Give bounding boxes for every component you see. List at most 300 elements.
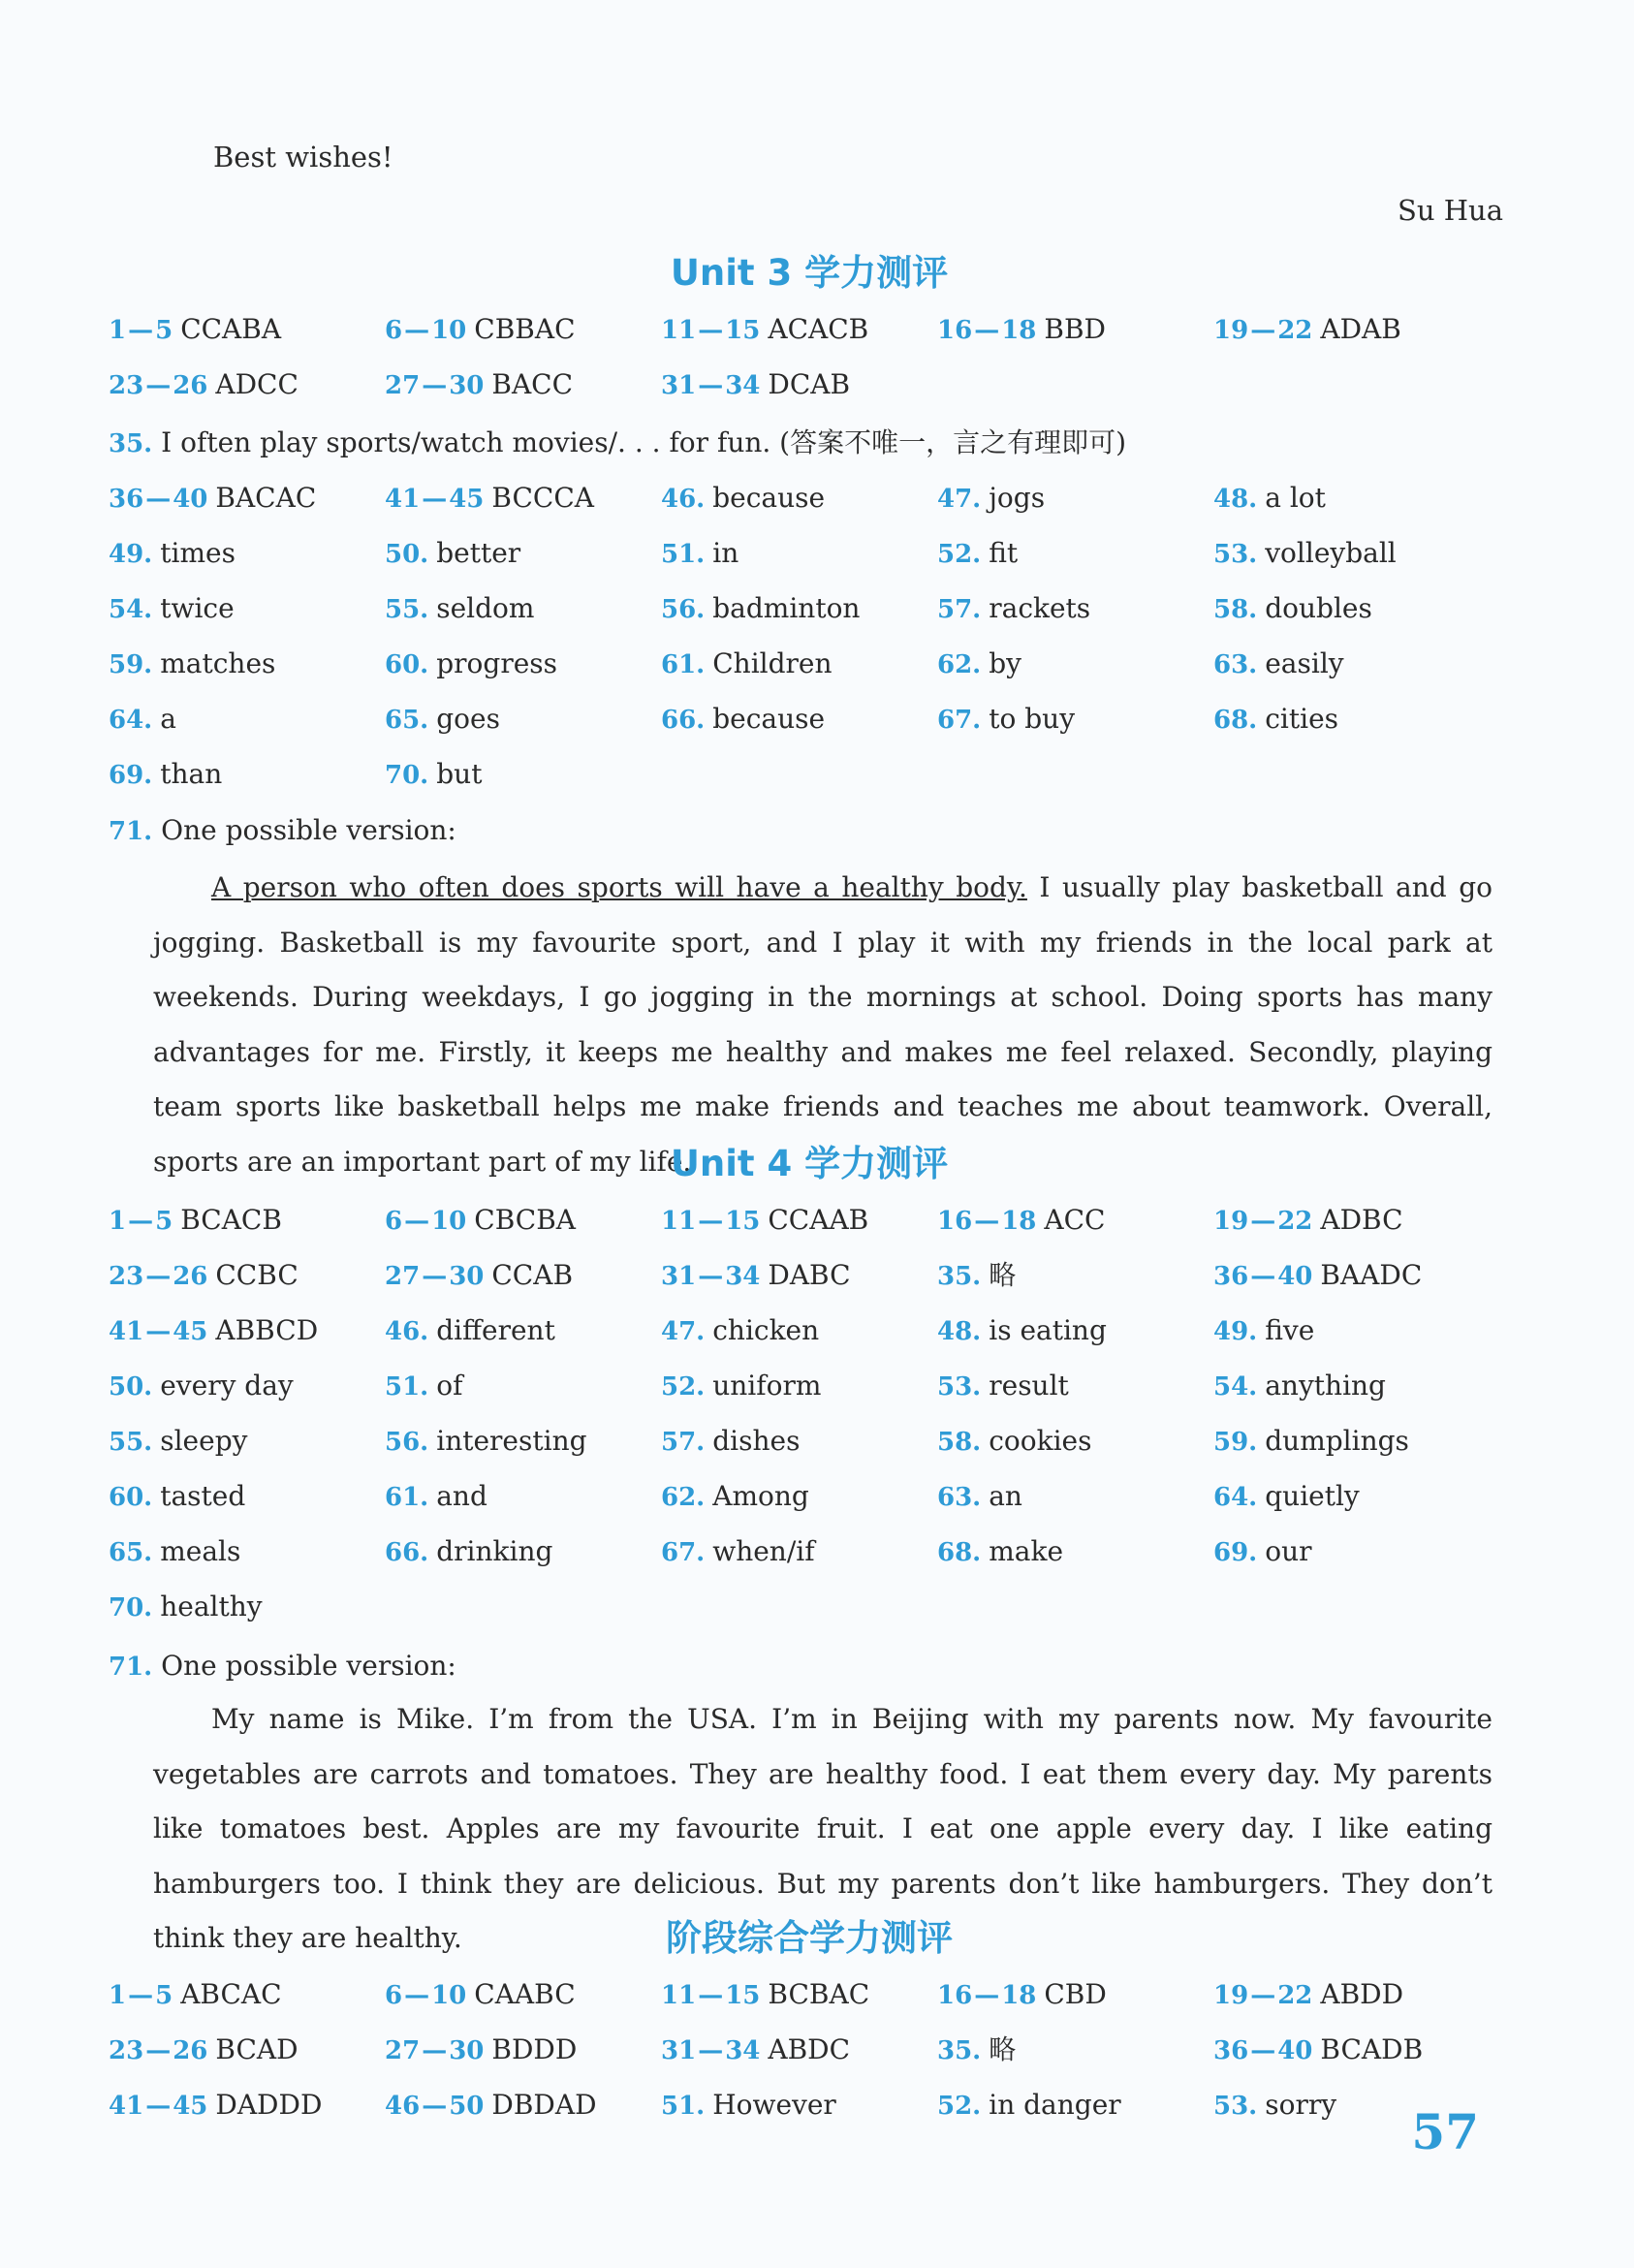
question-number: 54. — [109, 595, 153, 624]
question-number-end: 40 — [173, 485, 208, 514]
question-number-end: 45 — [173, 2092, 208, 2121]
range-dash: — — [422, 1262, 448, 1291]
answer-item — [385, 2077, 661, 2132]
unit4-q71 — [109, 1638, 456, 1693]
answer-text: CCABA — [180, 313, 282, 345]
question-number: 6 — [385, 1981, 403, 2010]
answer-text: to buy — [989, 703, 1076, 735]
question-number: 19 — [1213, 1207, 1249, 1236]
answer-text: easily — [1265, 647, 1344, 679]
q71-number: 71. — [109, 817, 153, 846]
answer-text: in danger — [989, 2089, 1121, 2121]
question-number: 16 — [937, 316, 973, 345]
answer-item — [661, 2022, 937, 2077]
question-number: 61. — [661, 650, 706, 679]
answer-text: of — [436, 1370, 463, 1402]
answer-text: ACACB — [768, 313, 869, 345]
answer-text: cities — [1265, 703, 1339, 735]
answer-item — [1213, 1303, 1490, 1358]
question-number: 41 — [109, 2092, 144, 2121]
answer-text: volleyball — [1265, 537, 1397, 569]
question-number: 69. — [109, 761, 153, 790]
answer-text: DBDAD — [491, 2089, 597, 2121]
answer-text: BCCCA — [491, 482, 594, 514]
essay-body: I usually play basketball and go jogging. Basketball is my favourite sport, and I play it with my friends in the local park at weekends. During weekdays, I go jogging in the mornings at school. Doing sports has many advantages for me. Firstly, it keeps me healthy and makes me feel relaxed. Secondly, playing team sports like basketball helps me make friends and teaches me about teamwork. Overall, sports are an important part of my life. — [153, 871, 1493, 1178]
answer-item — [661, 2077, 937, 2132]
answer-item — [661, 1192, 937, 1247]
stage-title: 阶段综合学力测评 — [666, 1917, 953, 1959]
answer-item — [1213, 470, 1490, 525]
question-number-end: 26 — [173, 371, 208, 400]
question-number-end: 34 — [725, 2036, 761, 2065]
answer-item — [385, 1303, 661, 1358]
answer-item — [109, 746, 385, 802]
answer-item — [937, 1358, 1213, 1413]
range-dash: — — [145, 485, 172, 514]
question-number: 68. — [937, 1538, 982, 1567]
answer-text: cookies — [989, 1425, 1092, 1457]
q35-number: 35. — [109, 429, 153, 458]
range-dash: — — [1250, 1981, 1276, 2010]
unit3-section — [0, 245, 1634, 412]
answer-text: fit — [989, 537, 1019, 569]
question-number: 16 — [937, 1981, 973, 2010]
answer-text: CBD — [1044, 1978, 1107, 2010]
answer-text: result — [989, 1370, 1069, 1402]
question-number: 51. — [661, 540, 706, 569]
question-number: 55. — [385, 595, 429, 624]
answer-text: BBD — [1044, 313, 1106, 345]
question-number: 6 — [385, 316, 403, 345]
range-dash: — — [422, 2092, 448, 2121]
range-dash: — — [698, 316, 724, 345]
question-number: 35. — [937, 1262, 982, 1291]
letter-closing: Best wishes! — [213, 141, 393, 173]
answer-item — [1213, 1967, 1490, 2022]
range-dash: — — [974, 1981, 1000, 2010]
answer-item — [661, 357, 937, 412]
question-number: 69. — [1213, 1538, 1258, 1567]
unit3-answer-grid — [109, 301, 1504, 412]
question-number: 48. — [1213, 485, 1258, 514]
answer-text: ADCC — [215, 368, 299, 400]
answer-text: because — [712, 482, 826, 514]
question-number: 56. — [385, 1428, 429, 1457]
question-number: 36 — [1213, 2036, 1249, 2065]
answer-text: CCAB — [491, 1259, 574, 1291]
question-number: 70. — [109, 1593, 153, 1622]
answer-item — [937, 2077, 1213, 2132]
answer-text: BCBAC — [768, 1978, 870, 2010]
answer-text: sleepy — [160, 1425, 248, 1457]
question-number: 51. — [661, 2092, 706, 2121]
range-dash: — — [145, 2036, 172, 2065]
question-number: 31 — [661, 2036, 697, 2065]
range-dash: — — [1250, 2036, 1276, 2065]
answer-item — [385, 1468, 661, 1524]
answer-item — [109, 525, 385, 581]
answer-text: DCAB — [768, 368, 851, 400]
letter-signature: Su Hua — [1397, 194, 1503, 227]
question-number: 67. — [661, 1538, 706, 1567]
answer-item — [661, 470, 937, 525]
question-number: 11 — [661, 1981, 697, 2010]
question-number: 49. — [109, 540, 153, 569]
answer-text: a — [160, 703, 176, 735]
answer-item — [937, 301, 1213, 357]
answer-text: CBCBA — [474, 1204, 577, 1236]
range-dash: — — [145, 371, 172, 400]
answer-item — [937, 525, 1213, 581]
question-number: 64. — [1213, 1483, 1258, 1512]
answer-text: times — [160, 537, 236, 569]
question-number-end: 30 — [449, 1262, 485, 1291]
question-number: 66. — [661, 706, 706, 735]
answer-item — [385, 1358, 661, 1413]
answer-item — [937, 1413, 1213, 1468]
answer-text: DADDD — [215, 2089, 323, 2121]
answer-item — [937, 581, 1213, 636]
question-number-end: 15 — [725, 1207, 761, 1236]
question-number: 51. — [385, 1372, 429, 1402]
answer-item — [109, 301, 385, 357]
answer-item — [937, 1524, 1213, 1579]
answer-item — [661, 1524, 937, 1579]
question-number: 27 — [385, 2036, 421, 2065]
question-number: 65. — [385, 706, 429, 735]
answer-item — [385, 525, 661, 581]
answer-item — [937, 1468, 1213, 1524]
answer-item — [1213, 581, 1490, 636]
answer-text: BCACB — [180, 1204, 282, 1236]
answer-item — [385, 1413, 661, 1468]
question-number: 64. — [109, 706, 153, 735]
answer-text: in — [712, 537, 739, 569]
answer-item — [385, 1192, 661, 1247]
answer-item — [1213, 691, 1490, 746]
answer-item — [661, 1358, 937, 1413]
answer-item — [661, 1413, 937, 1468]
question-number: 63. — [1213, 650, 1258, 679]
range-dash: — — [974, 1207, 1000, 1236]
question-number-end: 15 — [725, 1981, 761, 2010]
question-number: 54. — [1213, 1372, 1258, 1402]
unit3-q35 — [109, 415, 1126, 470]
question-number: 6 — [385, 1207, 403, 1236]
question-number: 49. — [1213, 1317, 1258, 1346]
answer-item — [1213, 1358, 1490, 1413]
question-number: 67. — [937, 706, 982, 735]
answer-text: BCADB — [1320, 2033, 1424, 2065]
answer-item — [661, 691, 937, 746]
question-number-end: 5 — [155, 1207, 173, 1236]
answer-text: than — [160, 758, 223, 790]
answer-text: dishes — [712, 1425, 801, 1457]
question-number: 60. — [385, 650, 429, 679]
question-number-end: 45 — [449, 485, 485, 514]
answer-text: However — [712, 2089, 836, 2121]
answer-item — [109, 2022, 385, 2077]
answer-item — [109, 1468, 385, 1524]
answer-item — [937, 1967, 1213, 2022]
answer-item — [385, 470, 661, 525]
answer-text: and — [436, 1480, 487, 1512]
question-number: 55. — [109, 1428, 153, 1457]
answer-item — [385, 1247, 661, 1303]
answer-item — [661, 1967, 937, 2022]
answer-item — [661, 581, 937, 636]
question-number: 16 — [937, 1207, 973, 1236]
question-number: 1 — [109, 1981, 127, 2010]
range-dash: — — [422, 2036, 448, 2065]
answer-item — [661, 1247, 937, 1303]
answer-text: healthy — [160, 1591, 263, 1622]
answer-text: ABDC — [768, 2033, 851, 2065]
answer-item — [661, 301, 937, 357]
answer-text: seldom — [436, 592, 535, 624]
question-number: 27 — [385, 371, 421, 400]
range-dash: — — [698, 371, 724, 400]
question-number: 70. — [385, 761, 429, 790]
answer-text: chicken — [712, 1314, 820, 1346]
question-number-end: 18 — [1001, 316, 1037, 345]
question-number: 46. — [661, 485, 706, 514]
question-number-end: 40 — [1277, 1262, 1313, 1291]
question-number: 41 — [109, 1317, 144, 1346]
answer-item — [109, 636, 385, 691]
question-number: 23 — [109, 1262, 144, 1291]
range-dash: — — [698, 1262, 724, 1291]
answer-text: ABCAC — [180, 1978, 282, 2010]
question-number-end: 40 — [1277, 2036, 1313, 2065]
question-number-end: 10 — [431, 316, 467, 345]
question-number: 11 — [661, 316, 697, 345]
range-dash: — — [128, 1981, 154, 2010]
answer-text: BACC — [491, 368, 574, 400]
question-number: 41 — [385, 485, 421, 514]
answer-item — [937, 691, 1213, 746]
answer-item — [385, 1524, 661, 1579]
answer-text: BDDD — [491, 2033, 578, 2065]
question-number-end: 34 — [725, 1262, 761, 1291]
answer-text: because — [712, 703, 826, 735]
answer-item — [1213, 636, 1490, 691]
answer-text: CCBC — [215, 1259, 299, 1291]
unit3-answer-grid-2 — [109, 470, 1504, 802]
question-number-end: 34 — [725, 371, 761, 400]
answer-text: progress — [436, 647, 558, 679]
question-number: 36 — [109, 485, 144, 514]
question-number-end: 10 — [431, 1207, 467, 1236]
unit3-title: Unit 3 学力测评 — [670, 252, 949, 294]
question-number-end: 45 — [173, 1317, 208, 1346]
question-number: 23 — [109, 371, 144, 400]
answer-text: when/if — [712, 1535, 815, 1567]
question-number: 62. — [937, 650, 982, 679]
answer-item — [109, 691, 385, 746]
answer-text: uniform — [712, 1370, 822, 1402]
answer-item — [109, 1413, 385, 1468]
question-number: 52. — [937, 2092, 982, 2121]
answer-text: anything — [1265, 1370, 1386, 1402]
answer-item — [661, 1468, 937, 1524]
answer-text: dumplings — [1265, 1425, 1409, 1457]
answer-text: CAABC — [474, 1978, 576, 2010]
answer-text: jogs — [989, 482, 1046, 514]
answer-text: meals — [160, 1535, 241, 1567]
question-number-end: 26 — [173, 1262, 208, 1291]
question-number: 35. — [937, 2036, 982, 2065]
range-dash: — — [128, 1207, 154, 1236]
answer-item — [661, 636, 937, 691]
question-number-end: 5 — [155, 1981, 173, 2010]
answer-text: drinking — [436, 1535, 553, 1567]
question-number: 19 — [1213, 316, 1249, 345]
answer-item — [385, 1967, 661, 2022]
answer-item — [661, 1303, 937, 1358]
question-number: 1 — [109, 1207, 127, 1236]
range-dash: — — [404, 1207, 430, 1236]
stage-section — [0, 1910, 1634, 2132]
question-number-end: 15 — [725, 316, 761, 345]
question-number: 63. — [937, 1483, 982, 1512]
answer-text: sorry — [1265, 2089, 1337, 2121]
question-number: 52. — [937, 540, 982, 569]
answer-text: BCAD — [215, 2033, 299, 2065]
answer-text: doubles — [1265, 592, 1372, 624]
answer-item — [937, 1303, 1213, 1358]
answer-item — [385, 2022, 661, 2077]
answer-text: rackets — [989, 592, 1091, 624]
answer-item — [937, 470, 1213, 525]
question-number: 19 — [1213, 1981, 1249, 2010]
question-number-end: 5 — [155, 316, 173, 345]
question-number: 52. — [661, 1372, 706, 1402]
question-number: 11 — [661, 1207, 697, 1236]
answer-item — [937, 1192, 1213, 1247]
question-number-end: 26 — [173, 2036, 208, 2065]
answer-text: matches — [160, 647, 276, 679]
answer-text: DABC — [768, 1259, 851, 1291]
answer-item — [385, 636, 661, 691]
q35-answer: I often play sports/watch movies/. . . for fun. (答案不唯一，言之有理即可) — [161, 426, 1127, 458]
answer-text: better — [436, 537, 521, 569]
question-number: 1 — [109, 316, 127, 345]
q71-label: One possible version: — [161, 814, 456, 846]
answer-text: five — [1265, 1314, 1315, 1346]
question-number: 53. — [1213, 540, 1258, 569]
range-dash: — — [974, 316, 1000, 345]
answer-item — [109, 1524, 385, 1579]
page-number: 57 — [1411, 2103, 1479, 2160]
question-number: 50. — [385, 540, 429, 569]
answer-item — [109, 2077, 385, 2132]
range-dash: — — [422, 371, 448, 400]
range-dash: — — [1250, 316, 1276, 345]
answer-text: tasted — [160, 1480, 246, 1512]
answer-item — [109, 1358, 385, 1413]
range-dash: — — [698, 2036, 724, 2065]
answer-item — [1213, 1192, 1490, 1247]
answer-text: is eating — [989, 1314, 1107, 1346]
question-number: 57. — [937, 595, 982, 624]
answer-item — [1213, 1413, 1490, 1468]
answer-text: but — [436, 758, 483, 790]
question-number-end: 50 — [449, 2092, 485, 2121]
range-dash: — — [698, 1981, 724, 2010]
range-dash: — — [145, 2092, 172, 2121]
answer-item — [109, 1192, 385, 1247]
answer-text: twice — [160, 592, 235, 624]
answer-text: every day — [160, 1370, 294, 1402]
question-number: 61. — [385, 1483, 429, 1512]
answer-text: ABBCD — [215, 1314, 319, 1346]
range-dash: — — [404, 316, 430, 345]
answer-item — [385, 357, 661, 412]
answer-text: CCAAB — [768, 1204, 869, 1236]
range-dash: — — [404, 1981, 430, 2010]
answer-text: quietly — [1265, 1480, 1360, 1512]
range-dash: — — [145, 1262, 172, 1291]
answer-item — [385, 581, 661, 636]
answer-text: ACC — [1044, 1204, 1106, 1236]
answer-item — [109, 470, 385, 525]
answer-text: 略 — [989, 1259, 1017, 1291]
answer-item — [937, 2022, 1213, 2077]
stage-answer-grid — [109, 1967, 1504, 2132]
answer-text: badminton — [712, 592, 861, 624]
question-number: 47. — [937, 485, 982, 514]
answer-item — [937, 1247, 1213, 1303]
unit4-answer-grid — [109, 1192, 1504, 1634]
answer-text: Among — [712, 1480, 809, 1512]
answer-item — [109, 1247, 385, 1303]
answer-text: interesting — [436, 1425, 587, 1457]
answer-text: an — [989, 1480, 1022, 1512]
question-number-end: 30 — [449, 371, 485, 400]
question-number: 62. — [661, 1483, 706, 1512]
question-number: 56. — [661, 595, 706, 624]
answer-text: our — [1265, 1535, 1312, 1567]
answer-text: ADAB — [1320, 313, 1401, 345]
question-number: 47. — [661, 1317, 706, 1346]
question-number: 23 — [109, 2036, 144, 2065]
answer-text: CBBAC — [474, 313, 576, 345]
answer-item — [109, 581, 385, 636]
answer-item — [661, 525, 937, 581]
question-number: 31 — [661, 1262, 697, 1291]
answer-text: by — [989, 647, 1021, 679]
question-number: 53. — [937, 1372, 982, 1402]
q71-number: 71. — [109, 1653, 153, 1682]
range-dash: — — [128, 316, 154, 345]
unit3-q71 — [109, 803, 456, 858]
answer-item — [109, 1579, 385, 1634]
range-dash: — — [422, 485, 448, 514]
answer-item — [385, 691, 661, 746]
unit4-essay: My name is Mike. I’m from the USA. I’m in Beijing with my parents now. My favourite vegetables are carrots and tomatoes. They are healthy food. I eat them every day. My parents like tomatoes best. Apples are my favourite fruit. I eat one apple every day. I like eating hamburgers too. I think they are delicious. But my parents don’t like hamburgers. They don’t think they are healthy. — [153, 1703, 1493, 1954]
answer-text: BACAC — [215, 482, 317, 514]
answer-text: a lot — [1265, 482, 1326, 514]
question-number: 36 — [1213, 1262, 1249, 1291]
question-number-end: 22 — [1277, 1981, 1313, 2010]
essay-topic-sentence: A person who often does sports will have a healthy body. — [211, 871, 1027, 903]
question-number-end: 10 — [431, 1981, 467, 2010]
question-number: 50. — [109, 1372, 153, 1402]
question-number-end: 18 — [1001, 1207, 1037, 1236]
answer-text: different — [436, 1314, 555, 1346]
question-number: 46 — [385, 2092, 421, 2121]
